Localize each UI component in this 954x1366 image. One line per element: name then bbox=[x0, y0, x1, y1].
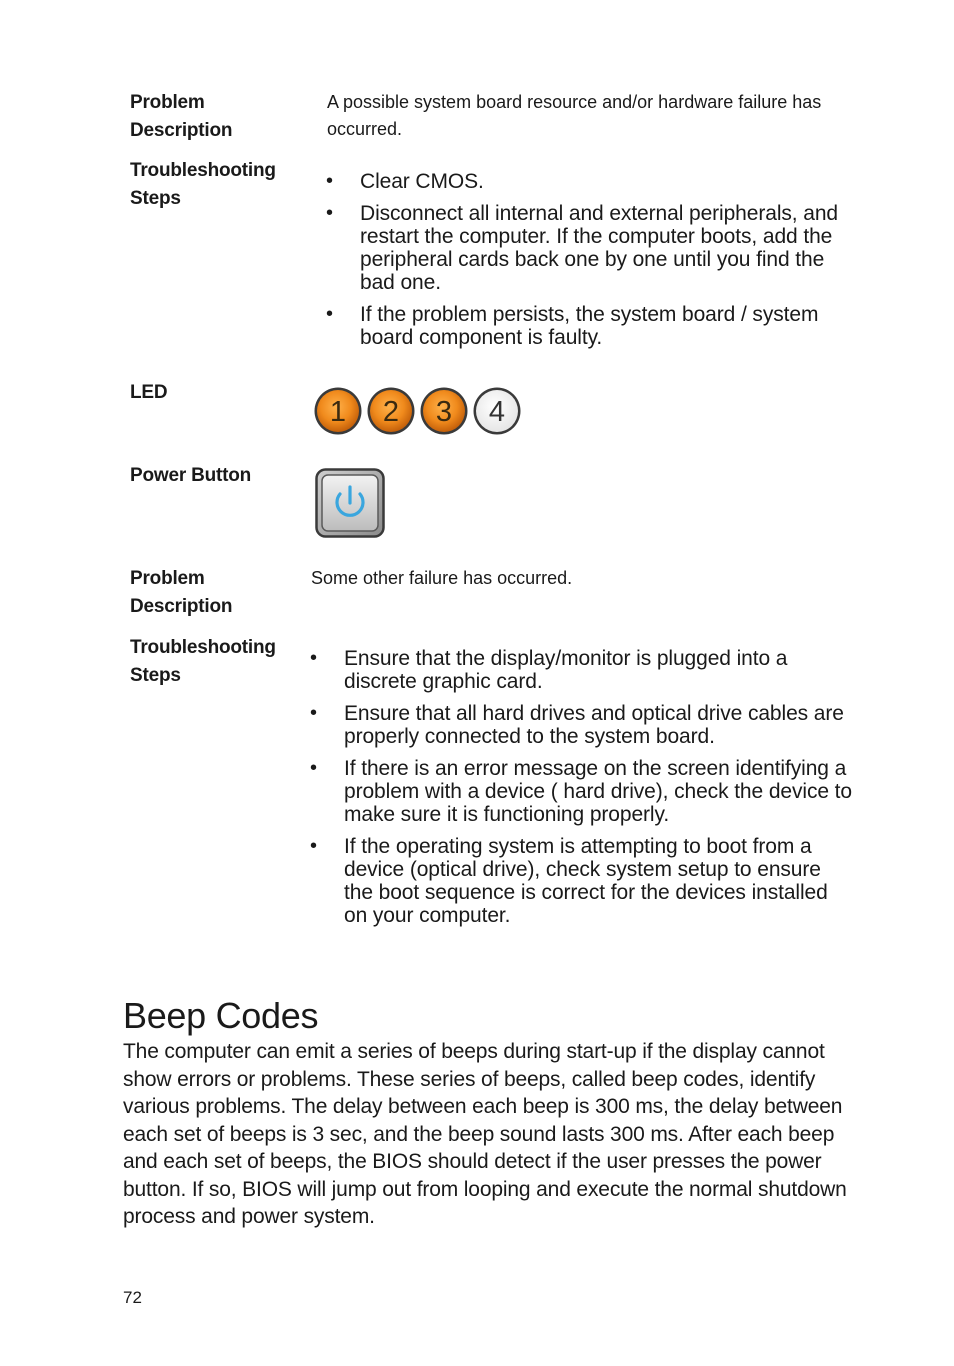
led-2-icon bbox=[366, 386, 416, 436]
problem-description-text: A possible system board resource and/or hardware failure has occurred. bbox=[327, 92, 822, 139]
svg-text:3: 3 bbox=[435, 396, 453, 428]
list-item: • If there is an error message on the screen identifying a problem with a device ( hard drive), check the device to make sure it is functioning properly. bbox=[310, 757, 855, 826]
troubleshooting-steps-label-2: Troubleshooting Steps bbox=[130, 637, 276, 686]
troubleshooting-steps-label: Troubleshooting Steps bbox=[130, 160, 276, 209]
troubleshooting-steps-list-2 bbox=[310, 647, 855, 936]
svg-text:4: 4 bbox=[488, 396, 506, 428]
led-3-icon bbox=[419, 386, 469, 436]
list-item: • If the problem persists, the system board / system board component is faulty. bbox=[326, 303, 856, 349]
power-icon bbox=[315, 468, 385, 538]
led-indicators bbox=[313, 386, 522, 436]
page-number: 72 bbox=[123, 1288, 142, 1307]
power-button-label: Power Button bbox=[130, 465, 252, 486]
svg-text:2: 2 bbox=[382, 396, 400, 428]
problem-description-text-2: Some other failure has occurred. bbox=[311, 568, 573, 588]
list-item: • Clear CMOS. bbox=[326, 170, 856, 193]
list-item: • Disconnect all internal and external peripherals, and restart the computer. If the computer boots, add the peripheral cards back one by one until you find the bad one. bbox=[326, 202, 856, 294]
list-item: • Ensure that the display/monitor is plugged into a discrete graphic card. bbox=[310, 647, 855, 693]
led-4-icon bbox=[472, 386, 522, 436]
problem-description-label-2: Problem Description bbox=[130, 568, 233, 617]
beep-codes-paragraph: The computer can emit a series of beeps during start-up if the display cannot show errors or problems. These series of beeps, called beep codes, identify various problems. The delay between each beep is 300 ms, the delay between each set of beeps is 3 sec, and the beep sound lasts 300 ms. After each beep and each set of beeps, the BIOS should detect if the user presses the power button. If so, BIOS will jump out from looping and execute the normal shutdown process and power system. bbox=[123, 1040, 847, 1228]
svg-text:1: 1 bbox=[329, 396, 347, 428]
list-item: • If the operating system is attempting to boot from a device (optical drive), check system setup to ensure the boot sequence is correct for the devices installed on your computer. bbox=[310, 835, 855, 927]
problem-description-label: Problem Description bbox=[130, 92, 233, 141]
led-label: LED bbox=[130, 382, 168, 403]
beep-codes-heading: Beep Codes bbox=[123, 995, 319, 1037]
list-item: • Ensure that all hard drives and optical drive cables are properly connected to the system board. bbox=[310, 702, 855, 748]
troubleshooting-steps-list bbox=[326, 170, 856, 358]
led-1-icon bbox=[313, 386, 363, 436]
